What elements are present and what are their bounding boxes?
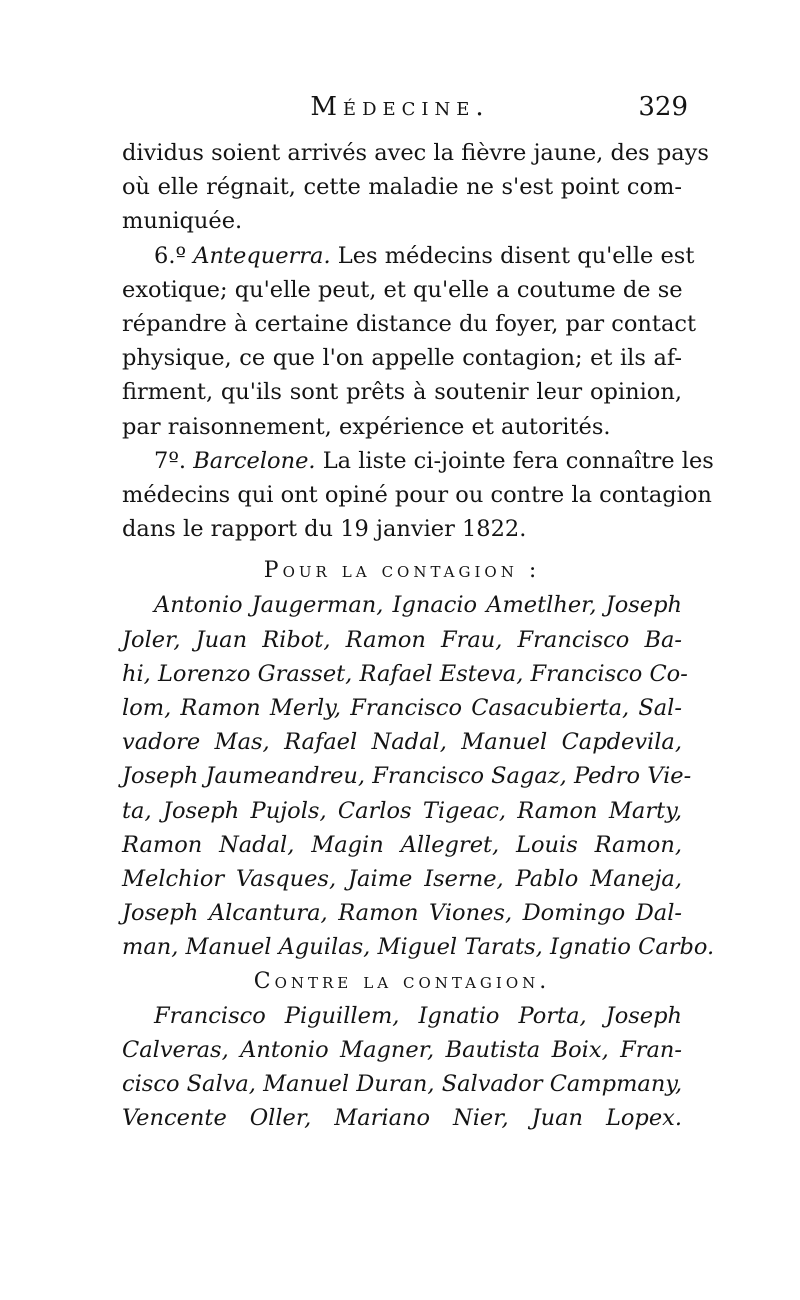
text-span: La liste ci-jointe fera connaître les: [322, 447, 714, 474]
name-list-line: Melchior Vasques, Jaime Iserne, Pablo Maneja,: [122, 865, 682, 892]
body-text: [122, 136, 715, 1135]
name-list-line: Calveras, Antonio Magner, Bautista Boix, Fran-: [122, 1036, 682, 1063]
place-name: Barcelone.: [193, 447, 316, 474]
page-header: [120, 92, 688, 132]
name-list-line: lom, Ramon Merly, Francisco Casacubierta, Sal-: [122, 695, 682, 721]
name-list-line: hi, Lorenzo Grasset, Rafael Esteva, Francisco Co-: [122, 660, 688, 687]
text-line: physique, ce que l'on appelle contagion; et ils af-: [122, 345, 682, 372]
spacer: [122, 546, 682, 554]
text-line: firment, qu'ils sont prêts à soutenir leur opinion,: [122, 379, 682, 406]
name-list-line: man, Manuel Aguilas, Miguel Tarats, Ignatio Carbo.: [122, 934, 715, 961]
name-list-line: Ramon Nadal, Magin Allegret, Louis Ramon,: [122, 831, 682, 858]
name-list-line: Vencente Oller, Mariano Nier, Juan Lopex.: [122, 1105, 682, 1132]
name-list-line: cisco Salva, Manuel Duran, Salvador Campmany,: [122, 1071, 683, 1098]
text-line: médecins qui ont opiné pour ou contre la contagion: [122, 481, 712, 508]
section-number: 7º.: [154, 447, 187, 474]
name-list-line: Joseph Jaumeandreu, Francisco Sagaz, Pedro Vie-: [122, 763, 692, 790]
text-line: dans le rapport du 19 janvier 1822.: [122, 516, 527, 543]
name-list-line: Joler, Juan Ribot, Ramon Frau, Francisco Ba-: [122, 626, 682, 653]
place-name: Antequerra.: [193, 242, 331, 269]
section-number: 6.º: [154, 242, 187, 269]
name-list-line: vadore Mas, Rafael Nadal, Manuel Capdevila,: [122, 729, 682, 756]
name-list-line: ta, Joseph Pujols, Carlos Tigeac, Ramon Marty,: [122, 797, 682, 824]
text-line: exotique; qu'elle peut, et qu'elle a coutume de se: [122, 276, 683, 303]
paragraph-start-barcelone: [122, 444, 714, 478]
heading-pour-la-contagion: Pour la contagion :: [263, 558, 541, 584]
text-line: par raisonnement, expérience et autorités.: [122, 413, 611, 440]
running-title: Médecine.: [310, 92, 490, 122]
paragraph-start-antequerra: [122, 239, 695, 273]
name-list-line: Joseph Alcantura, Ramon Viones, Domingo Dal-: [122, 900, 682, 927]
heading-contre-la-contagion: Contre la contagion.: [253, 968, 551, 994]
text-span: Les médecins disent qu'elle est: [337, 242, 695, 269]
text-line: muniquée.: [122, 208, 243, 235]
text-line: dividus soient arrivés avec la fièvre jaune, des pays: [122, 140, 709, 166]
name-list-line: Antonio Jaugerman, Ignacio Ametlher, Joseph: [154, 592, 682, 619]
text-line: où elle régnait, cette maladie ne s'est point com-: [122, 174, 682, 201]
name-list-line: Francisco Piguillem, Ignatio Porta, Joseph: [154, 1002, 682, 1029]
page-number: 329: [638, 92, 688, 122]
text-line: répandre à certaine distance du foyer, par contact: [122, 310, 697, 337]
